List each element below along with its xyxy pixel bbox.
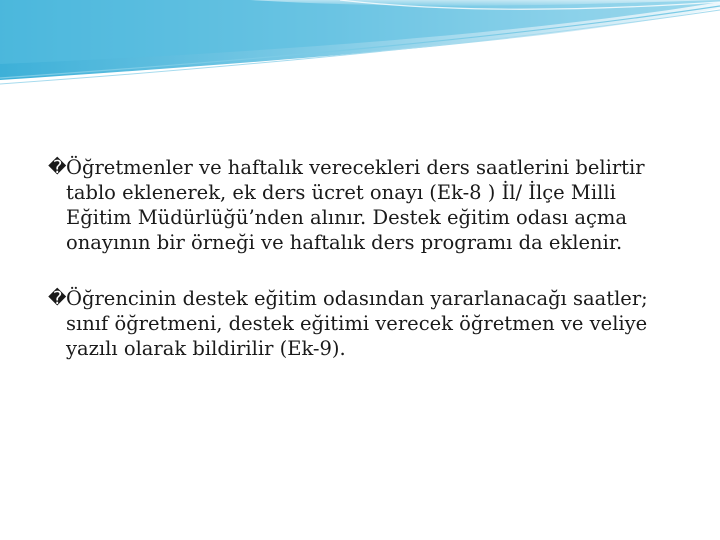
paragraph-text: Öğretmenler ve haftalık verecekleri ders saatlerini belirtir tablo eklenerek, ek ders ücret onayı (Ek-8 ) İl/ İlçe Milli Eğitim Müdürlüğü’nden alınır. Destek eğitim odası açma onayının bir örneği ve haftalık ders programı da eklenir. <box>66 156 645 254</box>
slide-body <box>48 155 678 392</box>
bullet-paragraph-2 <box>48 286 678 361</box>
paragraph-text: Öğrencinin destek eğitim odasından yararlanacağı saatler; sınıf öğretmeni, destek eğitimi verecek öğretmen ve veliye yazılı olarak bildirilir (Ek-9). <box>66 287 648 360</box>
header-wave-decoration <box>0 0 720 90</box>
bullet-glyph-icon: � <box>48 288 67 309</box>
bullet-paragraph-1 <box>48 155 678 255</box>
bullet-glyph-icon: � <box>48 157 67 178</box>
